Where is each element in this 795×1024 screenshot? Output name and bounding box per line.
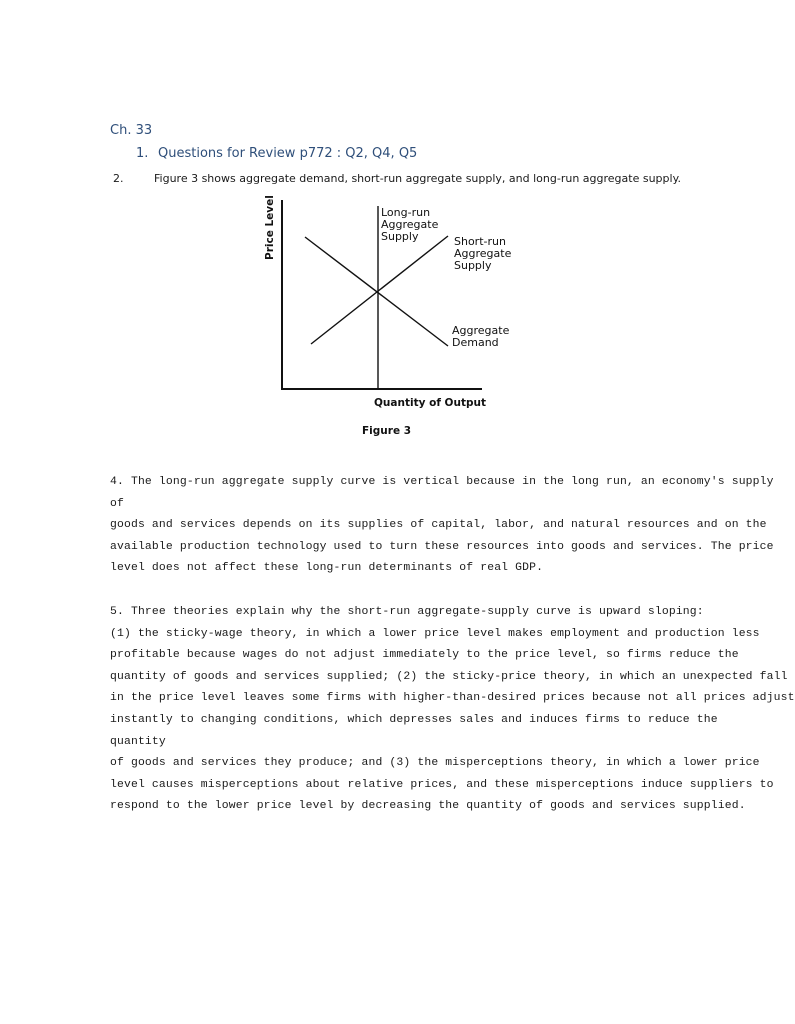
demand-label-line-1: Aggregate: [452, 324, 510, 337]
question-1-text: Questions for Review p772 : Q2, Q4, Q5: [158, 146, 418, 161]
y-axis-label: Price Level: [264, 195, 276, 260]
answer-4: [110, 472, 774, 580]
long-run-label-line-2: Aggregate: [381, 218, 439, 231]
demand-label-line-2: Demand: [452, 336, 499, 349]
answer-4-line: goods and services depends on its supplies of capital, labor, and natural resources and on the: [110, 519, 767, 532]
answer-5-line: 5. Three theories explain why the short-run aggregate-supply curve is upward sloping:: [110, 606, 704, 618]
x-axis-label: Quantity of Output: [374, 397, 486, 409]
long-run-label-line-3: Supply: [381, 230, 419, 243]
answer-5-line: of goods and services they produce; and (3) the misperceptions theory, in which a lower price: [110, 757, 760, 770]
answer-4-line: available production technology used to turn these resources into goods and services. The price: [110, 540, 774, 553]
answer-5-line: instantly to changing conditions, which depresses sales and induces firms to reduce the: [110, 713, 718, 726]
answer-5-line: in the price level leaves some firms with higher-than-desired prices because not all prices adjust: [110, 692, 795, 705]
answer-5-line: quantity: [110, 735, 166, 748]
question-1-number: 1.: [136, 146, 149, 161]
question-2-text: Figure 3 shows aggregate demand, short-run aggregate supply, and long-run aggregate supply.: [154, 172, 682, 185]
answer-4-line: of: [110, 497, 124, 510]
question-1: [136, 146, 417, 162]
short-run-label-line-1: Short-run: [454, 235, 506, 248]
short-run-supply-curve: [311, 236, 448, 344]
short-run-label-line-2: Aggregate: [454, 247, 512, 260]
figure-3-diagram: [258, 195, 512, 442]
figure-caption: Figure 3: [362, 425, 412, 437]
question-2: [113, 172, 681, 186]
answer-4-line: 4. The long-run aggregate supply curve is vertical because in the long run, an economy's supply: [110, 476, 774, 488]
question-2-number: 2.: [113, 172, 124, 185]
answer-5-line: quantity of goods and services supplied; (2) the sticky-price theory, in which an unexpected fall: [110, 670, 788, 683]
answer-5-line: (1) the sticky-wage theory, in which a lower price level makes employment and production less: [110, 627, 760, 640]
answer-4-line: level does not affect these long-run determinants of real GDP.: [110, 562, 544, 575]
answer-5: [110, 602, 795, 818]
short-run-label-line-3: Supply: [454, 259, 492, 272]
long-run-label-line-1: Long-run: [381, 206, 431, 219]
answer-5-line: respond to the lower price level by decreasing the quantity of goods and services supplied.: [110, 800, 746, 813]
answer-5-line: level causes misperceptions about relative prices, and these misperceptions induce suppliers to: [110, 778, 774, 791]
chapter-heading: Ch. 33: [110, 123, 153, 138]
answer-5-line: profitable because wages do not adjust immediately to the price level, so firms reduce the: [110, 649, 739, 662]
